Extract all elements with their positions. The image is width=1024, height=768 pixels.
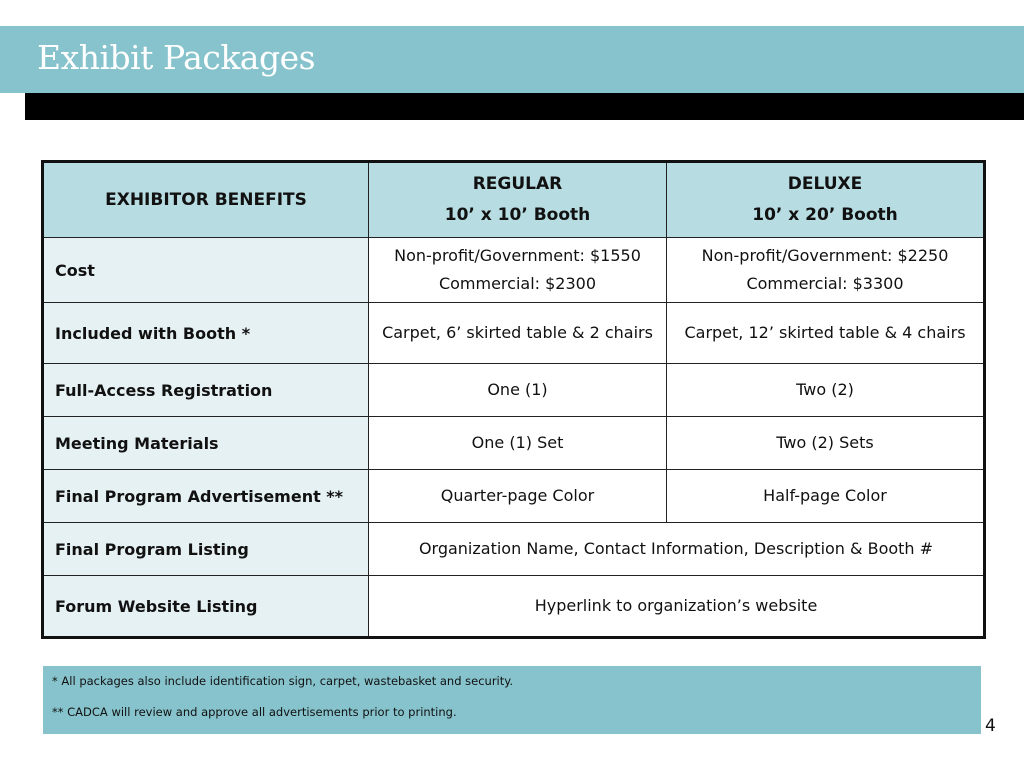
header-regular bbox=[369, 162, 667, 238]
cell-regular: One (1) Set bbox=[369, 417, 667, 470]
row-label: Cost bbox=[43, 238, 369, 303]
header-booth-size: 10’ x 10’ Booth bbox=[444, 205, 591, 225]
price-nonprofit: Non-profit/Government: $2250 bbox=[701, 246, 949, 265]
row-label: Meeting Materials bbox=[43, 417, 369, 470]
row-label: Forum Website Listing bbox=[43, 576, 369, 638]
cell-deluxe: Two (2) bbox=[667, 364, 985, 417]
footnote-single-asterisk: * All packages also include identification sign, carpet, wastebasket and security. bbox=[52, 674, 514, 688]
cell-regular bbox=[369, 238, 667, 303]
cell-regular: Quarter-page Color bbox=[369, 470, 667, 523]
header-deluxe bbox=[667, 162, 985, 238]
header-label: EXHIBITOR BENEFITS bbox=[105, 189, 307, 210]
cell-deluxe: Carpet, 12’ skirted table & 4 chairs bbox=[667, 303, 985, 364]
header-exhibitor-benefits bbox=[43, 162, 369, 238]
cell-regular: Carpet, 6’ skirted table & 2 chairs bbox=[369, 303, 667, 364]
cell-deluxe: Half-page Color bbox=[667, 470, 985, 523]
table-row-website-listing bbox=[43, 576, 985, 638]
table-row-included bbox=[43, 303, 985, 364]
decorative-bar bbox=[25, 93, 1024, 120]
table-row-registration bbox=[43, 364, 985, 417]
cell-both: Hyperlink to organization’s website bbox=[369, 576, 985, 638]
cell-both: Organization Name, Contact Information, Description & Booth # bbox=[369, 523, 985, 576]
cell-deluxe: Two (2) Sets bbox=[667, 417, 985, 470]
header-package-name: REGULAR bbox=[472, 174, 563, 194]
table-header-row bbox=[43, 162, 985, 238]
footnotes-box bbox=[43, 666, 981, 734]
header-package-name: DELUXE bbox=[787, 174, 863, 194]
price-nonprofit: Non-profit/Government: $1550 bbox=[394, 246, 641, 265]
cell-regular: One (1) bbox=[369, 364, 667, 417]
page-number: 4 bbox=[985, 716, 996, 736]
row-label: Included with Booth * bbox=[43, 303, 369, 364]
exhibit-benefits-table bbox=[41, 160, 986, 639]
price-commercial: Commercial: $3300 bbox=[746, 274, 904, 293]
row-label: Full-Access Registration bbox=[43, 364, 369, 417]
table-row-materials bbox=[43, 417, 985, 470]
cell-deluxe bbox=[667, 238, 985, 303]
row-label: Final Program Listing bbox=[43, 523, 369, 576]
table-row-cost bbox=[43, 238, 985, 303]
table-row-program-listing bbox=[43, 523, 985, 576]
table-row-advertisement bbox=[43, 470, 985, 523]
price-commercial: Commercial: $2300 bbox=[438, 274, 597, 293]
slide-title: Exhibit Packages bbox=[37, 38, 316, 77]
footnote-double-asterisk: ** CADCA will review and approve all advertisements prior to printing. bbox=[52, 705, 457, 719]
row-label: Final Program Advertisement ** bbox=[43, 470, 369, 523]
header-booth-size: 10’ x 20’ Booth bbox=[752, 205, 898, 225]
